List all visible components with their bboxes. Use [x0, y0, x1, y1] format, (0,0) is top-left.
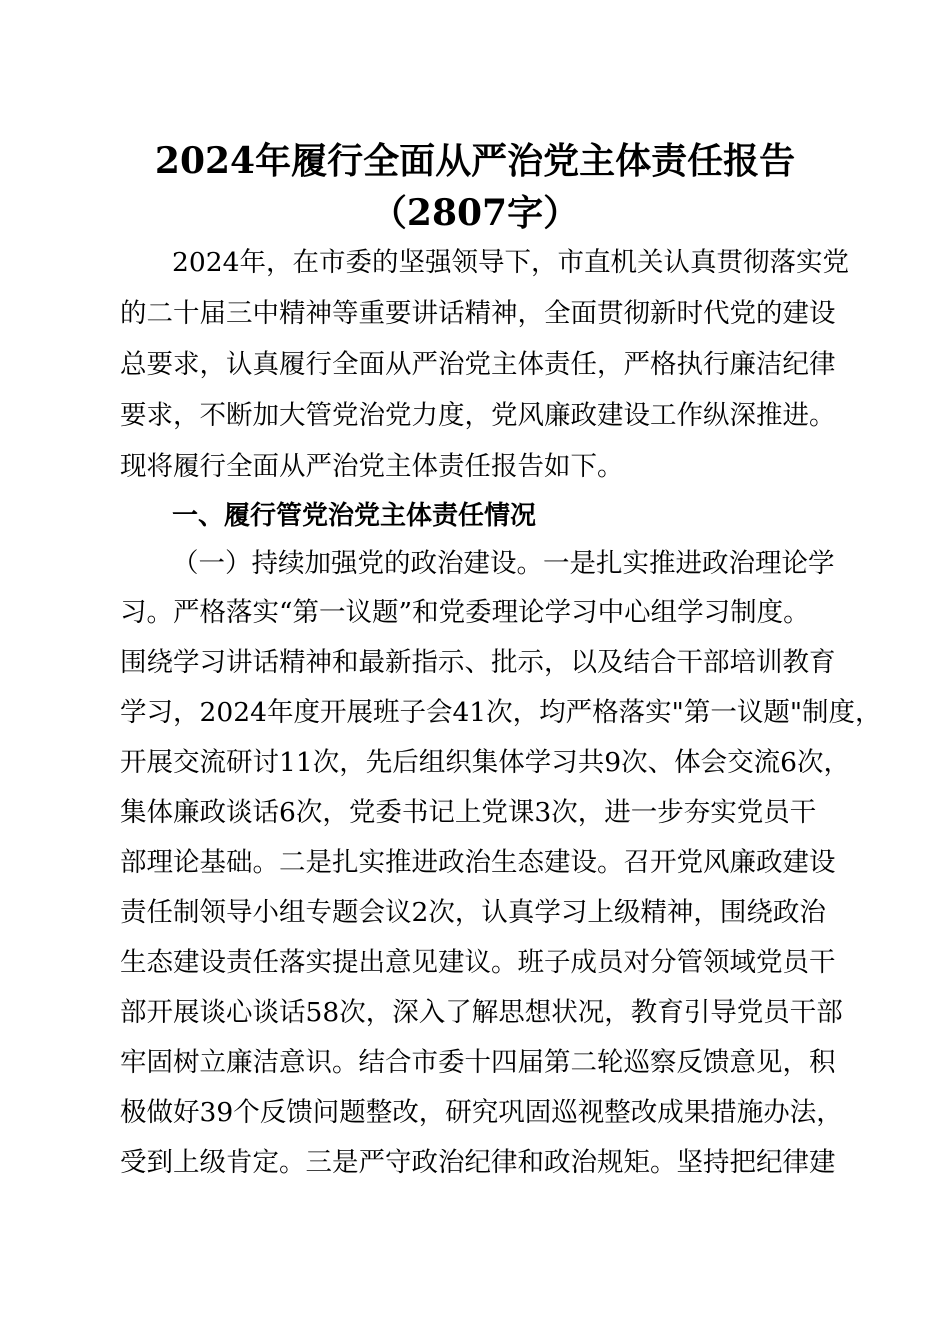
paragraph-line: 牢固树立廉洁意识。结合市委十四届第二轮巡察反馈意见，积: [120, 1047, 836, 1078]
paragraph-line: 学习，2024年度开展班子会41次，均严格落实"第一议题"制度，: [120, 697, 882, 728]
paragraph-line: 围绕学习讲话精神和最新指示、批示，以及结合干部培训教育: [120, 647, 836, 678]
paragraph-line: 现将履行全面从严治党主体责任报告如下。: [120, 451, 624, 482]
section-heading: 一、履行管党治党主体责任情况: [172, 501, 537, 531]
paragraph-line: 受到上级肯定。三是严守政治纪律和政治规矩。坚持把纪律建: [120, 1147, 836, 1178]
document-subtitle: （2807字）: [370, 192, 580, 234]
paragraph-line: 集体廉政谈话6次，党委书记上党课3次，进一步夯实党员干: [120, 797, 817, 828]
paragraph-line: 的二十届三中精神等重要讲话精神，全面贯彻新时代党的建设: [120, 298, 836, 329]
paragraph-line: 责任制领导小组专题会议2次，认真学习上级精神，围绕政治: [120, 897, 826, 928]
paragraph-line: 2024年，在市委的坚强领导下，市直机关认真贯彻落实党: [172, 247, 849, 278]
paragraph-line: 生态建设责任落实提出意见建议。班子成员对分管领域党员干: [120, 947, 836, 978]
document-title: 2024年履行全面从严治党主体责任报告: [154, 140, 796, 182]
paragraph-line: 部开展谈心谈话58次，深入了解思想状况，教育引导党员干部: [120, 997, 843, 1028]
paragraph-line: 部理论基础。二是扎实推进政治生态建设。召开党风廉政建设: [120, 847, 836, 878]
paragraph-line: 极做好39个反馈问题整改，研究巩固巡视整改成果措施办法，: [120, 1097, 843, 1128]
paragraph-line: 开展交流研讨11次，先后组织集体学习共9次、体会交流6次，: [120, 747, 850, 778]
paragraph-line: 习。严格落实“第一议题”和党委理论学习中心组学习制度。: [120, 597, 810, 628]
paragraph-line: 总要求，认真履行全面从严治党主体责任，严格执行廉洁纪律: [120, 349, 836, 380]
paragraph-line: （一）持续加强党的政治建设。一是扎实推进政治理论学: [172, 548, 835, 579]
paragraph-line: 要求，不断加大管党治党力度，党风廉政建设工作纵深推进。: [120, 400, 836, 431]
